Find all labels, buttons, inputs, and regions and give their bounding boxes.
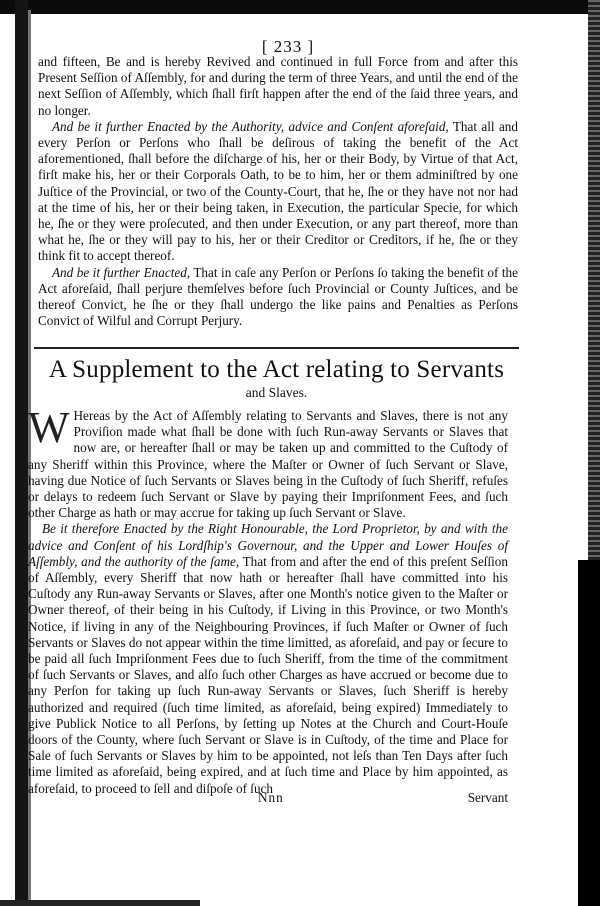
signature-mark: Nnn (258, 790, 284, 805)
page-number: [ 233 ] (261, 37, 315, 56)
paragraph-text: and fifteen, Be and is hereby Revived and continued in full Force from and after this Present Seſſion of Aſſembly, for and during the term of three Years, and until the end of the next Seſſion of Aſſembly, which ſhall firſt happen after the end of the ſaid three years, and no longer. (38, 54, 518, 118)
paragraph (28, 521, 508, 796)
paragraph-text: Hereas by the Act of Aſſembly relating to Servants and Slaves, there is not any Proviſion made what ſhall be done with ſuch Run-away Servants or Slaves that now are, or hereafter ſhall or may be taken up and committed to the Cuſtody of any Sheriff within this Province, where the Maſter or Owner of ſuch Servant or Slave, having due Notice of ſuch Servants or Slaves being in the Cuſtody of ſuch Sheriff, refuſes or delays to redeem ſuch Servant or Slave by paying their Impriſonment Fees, and ſuch other Charge as hath or may accrue for taking up ſuch Servant or Slave. (28, 408, 508, 521)
paragraph-text: That in caſe any Perſon or Perſons ſo taking the benefit of the Act aforeſaid, ſhall perjure themſelves before ſuch Provincial or County Juſtices, and be thereof Convict, he ſhe or they ſhall undergo the like pains and Penalties as Perſons Convict of Wilful and Corrupt Perjury. (38, 264, 518, 329)
scan-bottom-edge (0, 900, 200, 906)
italic-enacting-clause: Be it therefore Enacted by the Right Honourable, the Lord Proprietor, by and with the advice and Conſent of his Lordſhip's Governour, and the Upper and Lower Houſes of Aſſembly, and the authority of the ſame, (28, 521, 508, 569)
section-heading (34, 355, 519, 401)
section-subtitle: and Slaves. (245, 385, 308, 400)
italic-enacting-clause: And be it further Enacted, (52, 264, 191, 280)
scan-left-binding-edge (15, 0, 28, 906)
paragraph (28, 403, 508, 521)
scan-right-background (578, 560, 600, 906)
paragraph-text: That all and every Perſon or Perſons who ſhall be deſirous of taking the benefit of the Act aforementioned, ſhall before the diſcharge of his, her or their Body, by Virtue of that Act, firſt make his, her or their Corporals Oath, to be to him, her or them adminiſtred by one Juſtice of the Provincial, or two of the County-Court, that he, ſhe or they have not nor had at the time of his, her or their being taken, in Execution, the particular Specie, for which he, ſhe or they were proſecuted, and then under Execution, or any part thereof, more than what he, ſhe or they will pay to his, her or their Creditor or Creditors, if he, ſhe or they think fit to accept thereof. (38, 118, 518, 264)
paragraph (38, 265, 518, 330)
section-1 (38, 37, 518, 329)
drop-cap: W (28, 403, 70, 452)
catchword: Servant (467, 790, 508, 805)
section-title: A Supplement to the Act relating to Servants (48, 356, 505, 383)
italic-enacting-clause: And be it further Enacted by the Authority, advice and Conſent aforeſaid, (52, 118, 449, 134)
paragraph (38, 54, 518, 119)
paragraph (38, 119, 518, 265)
paragraph-text: That from and after the end of this preſent Seſſion of Aſſembly, every Sheriff that now hath or hereafter ſhall have committed into his Cuſtody any Run-away Servants or Slaves, after one Month's notice given to the Maſter or Owner thereof, of their being in his Cuſtody, if Living in this Province, or two Month's Notice, if living in any of the Neighbouring Provinces, if ſuch Maſter or Owner of ſuch Servants or Slaves do not appear within the time limitted, as aforeſaid, and pay or ſecure to be paid all ſuch Impriſonment Fees due to ſuch Sheriff, from the time of the commitment of ſuch Servants or Slaves, and alſo ſuch other Charges as have accrued or become due to any Perſon for taking up ſuch Run-away Servants or Slaves, ſuch Sheriff is hereby authorized and required (ſuch time limited, as aforeſaid, being expired) Immediately to give Publick Notice to all Perſons, by ſetting up Notes at the Church and Court-Houſe doors of the County, where ſuch Servant or Slave is in Cuſtody, of the time and Place for Sale of ſuch Servants or Slaves by him to be appointed, not leſs than Ten Days after ſuch time limited as aforeſaid, being expired, and at ſuch time and Place by him appointed, as aforeſaid, to proceed to ſell and diſpoſe of ſuch (28, 553, 508, 796)
scan-right-edge (588, 0, 600, 560)
scan-top-border (0, 0, 600, 14)
section-2 (28, 403, 508, 797)
section-divider-rule (34, 347, 519, 349)
